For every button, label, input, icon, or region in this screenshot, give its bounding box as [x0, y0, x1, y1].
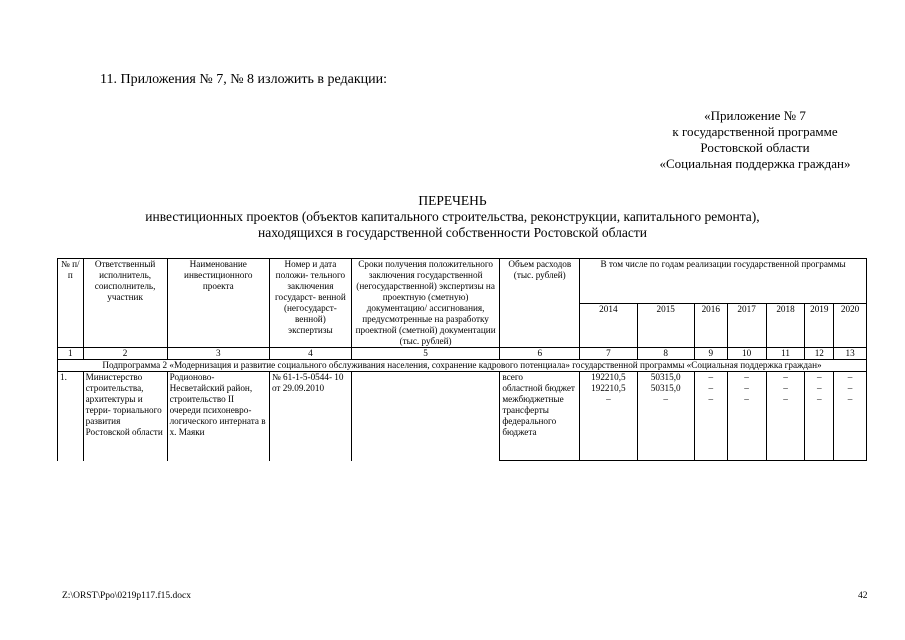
appendix-line: «Приложение № 7: [704, 108, 806, 123]
appendix-line: Ростовской области: [700, 140, 810, 155]
source-value: –: [766, 394, 805, 461]
header-expertise-number: Номер и дата положи- тельного заключения государст- венной (негосударст- венной) экспертизы: [269, 259, 351, 348]
footer-page-number: 42: [858, 591, 868, 601]
column-number: 3: [167, 348, 269, 360]
header-responsible: Ответственный исполнитель, соисполнитель, участник: [83, 259, 167, 348]
title-line-1: ПЕРЕЧЕНЬ: [418, 193, 487, 208]
column-number: 10: [727, 348, 766, 360]
column-number: 8: [637, 348, 694, 360]
source-value: –: [805, 383, 834, 394]
amendment-item-line: 11. Приложения № 7, № 8 изложить в редакции:: [100, 72, 388, 87]
header-year: 2014: [580, 303, 637, 348]
row-num: 1.: [58, 372, 84, 461]
title-line-2: инвестиционных проектов (объектов капитального строительства, реконструкции, капитального ремонта),: [145, 209, 760, 224]
column-number: 1: [58, 348, 84, 360]
source-value: –: [727, 372, 766, 384]
appendix-line: «Социальная поддержка граждан»: [659, 156, 851, 171]
source-value: 50315,0: [637, 372, 694, 384]
source-label: всего: [500, 372, 580, 384]
source-value: –: [834, 372, 867, 384]
column-number: 9: [694, 348, 727, 360]
header-year: 2019: [805, 303, 834, 348]
header-year: 2015: [637, 303, 694, 348]
column-number-row: [58, 348, 867, 360]
column-number: 4: [269, 348, 351, 360]
header-year: 2018: [766, 303, 805, 348]
row-project-name: Родионово- Несветайский район, строительство II очереди психоневро- логического интерната в х. Маяки: [167, 372, 269, 461]
table-header-row: [58, 259, 867, 304]
header-year: 2016: [694, 303, 727, 348]
column-number: 6: [500, 348, 580, 360]
source-value: –: [694, 383, 727, 394]
row-terms: [351, 372, 499, 461]
source-value: –: [727, 383, 766, 394]
footer-file-path: Z:\ORST\Ppo\0219p117.f15.docx: [62, 591, 191, 601]
column-number: 11: [766, 348, 805, 360]
source-value: –: [580, 394, 637, 461]
header-num: № п/п: [58, 259, 84, 348]
source-value: 50315,0: [637, 383, 694, 394]
subprogram-title: Подпрограмма 2 «Модернизация и развитие социального обслуживания населения, сохранение кадрового потенциала» государственной программы «Социальная поддержка граждан»: [58, 360, 867, 372]
appendix-line: к государственной программе: [672, 124, 838, 139]
header-project-name: Наименование инвестиционного проекта: [167, 259, 269, 348]
header-volume: Объем расходов (тыс. рублей): [500, 259, 580, 348]
source-value: –: [694, 394, 727, 461]
source-label: межбюджетные трансферты федерального бюджета: [500, 394, 580, 461]
source-value: –: [766, 383, 805, 394]
row-expertise-number: № 61-1-5-0544- 10 от 29.09.2010: [269, 372, 351, 461]
title-line-3: находящихся в государственной собственности Ростовской области: [258, 225, 647, 240]
investment-projects-table: [57, 258, 867, 461]
table-row: [58, 372, 867, 384]
source-label: областной бюджет: [500, 383, 580, 394]
source-value: 192210,5: [580, 372, 637, 384]
subprogram-row: [58, 360, 867, 372]
source-value: –: [805, 372, 834, 384]
header-year: 2020: [834, 303, 867, 348]
source-value: –: [805, 394, 834, 461]
row-responsible: Министерство строительства, архитектуры и терри- ториального развития Ростовской области: [83, 372, 167, 461]
header-years-group: В том числе по годам реализации государственной программы: [580, 259, 867, 304]
column-number: 5: [351, 348, 499, 360]
header-year: 2017: [727, 303, 766, 348]
appendix-heading: [560, 108, 905, 172]
source-value: –: [637, 394, 694, 461]
header-terms: Сроки получения положительного заключения государственной (негосударственной) экспертизы на проектную (сметную) документацию/ ассигнования, предусмотренные на разработку проектной (сметной) документации (тыс. рублей): [351, 259, 499, 348]
column-number: 7: [580, 348, 637, 360]
source-value: –: [834, 394, 867, 461]
source-value: –: [766, 372, 805, 384]
column-number: 2: [83, 348, 167, 360]
column-number: 12: [805, 348, 834, 360]
column-number: 13: [834, 348, 867, 360]
source-value: –: [834, 383, 867, 394]
source-value: 192210,5: [580, 383, 637, 394]
source-value: –: [694, 372, 727, 384]
document-title: [0, 193, 905, 241]
source-value: –: [727, 394, 766, 461]
